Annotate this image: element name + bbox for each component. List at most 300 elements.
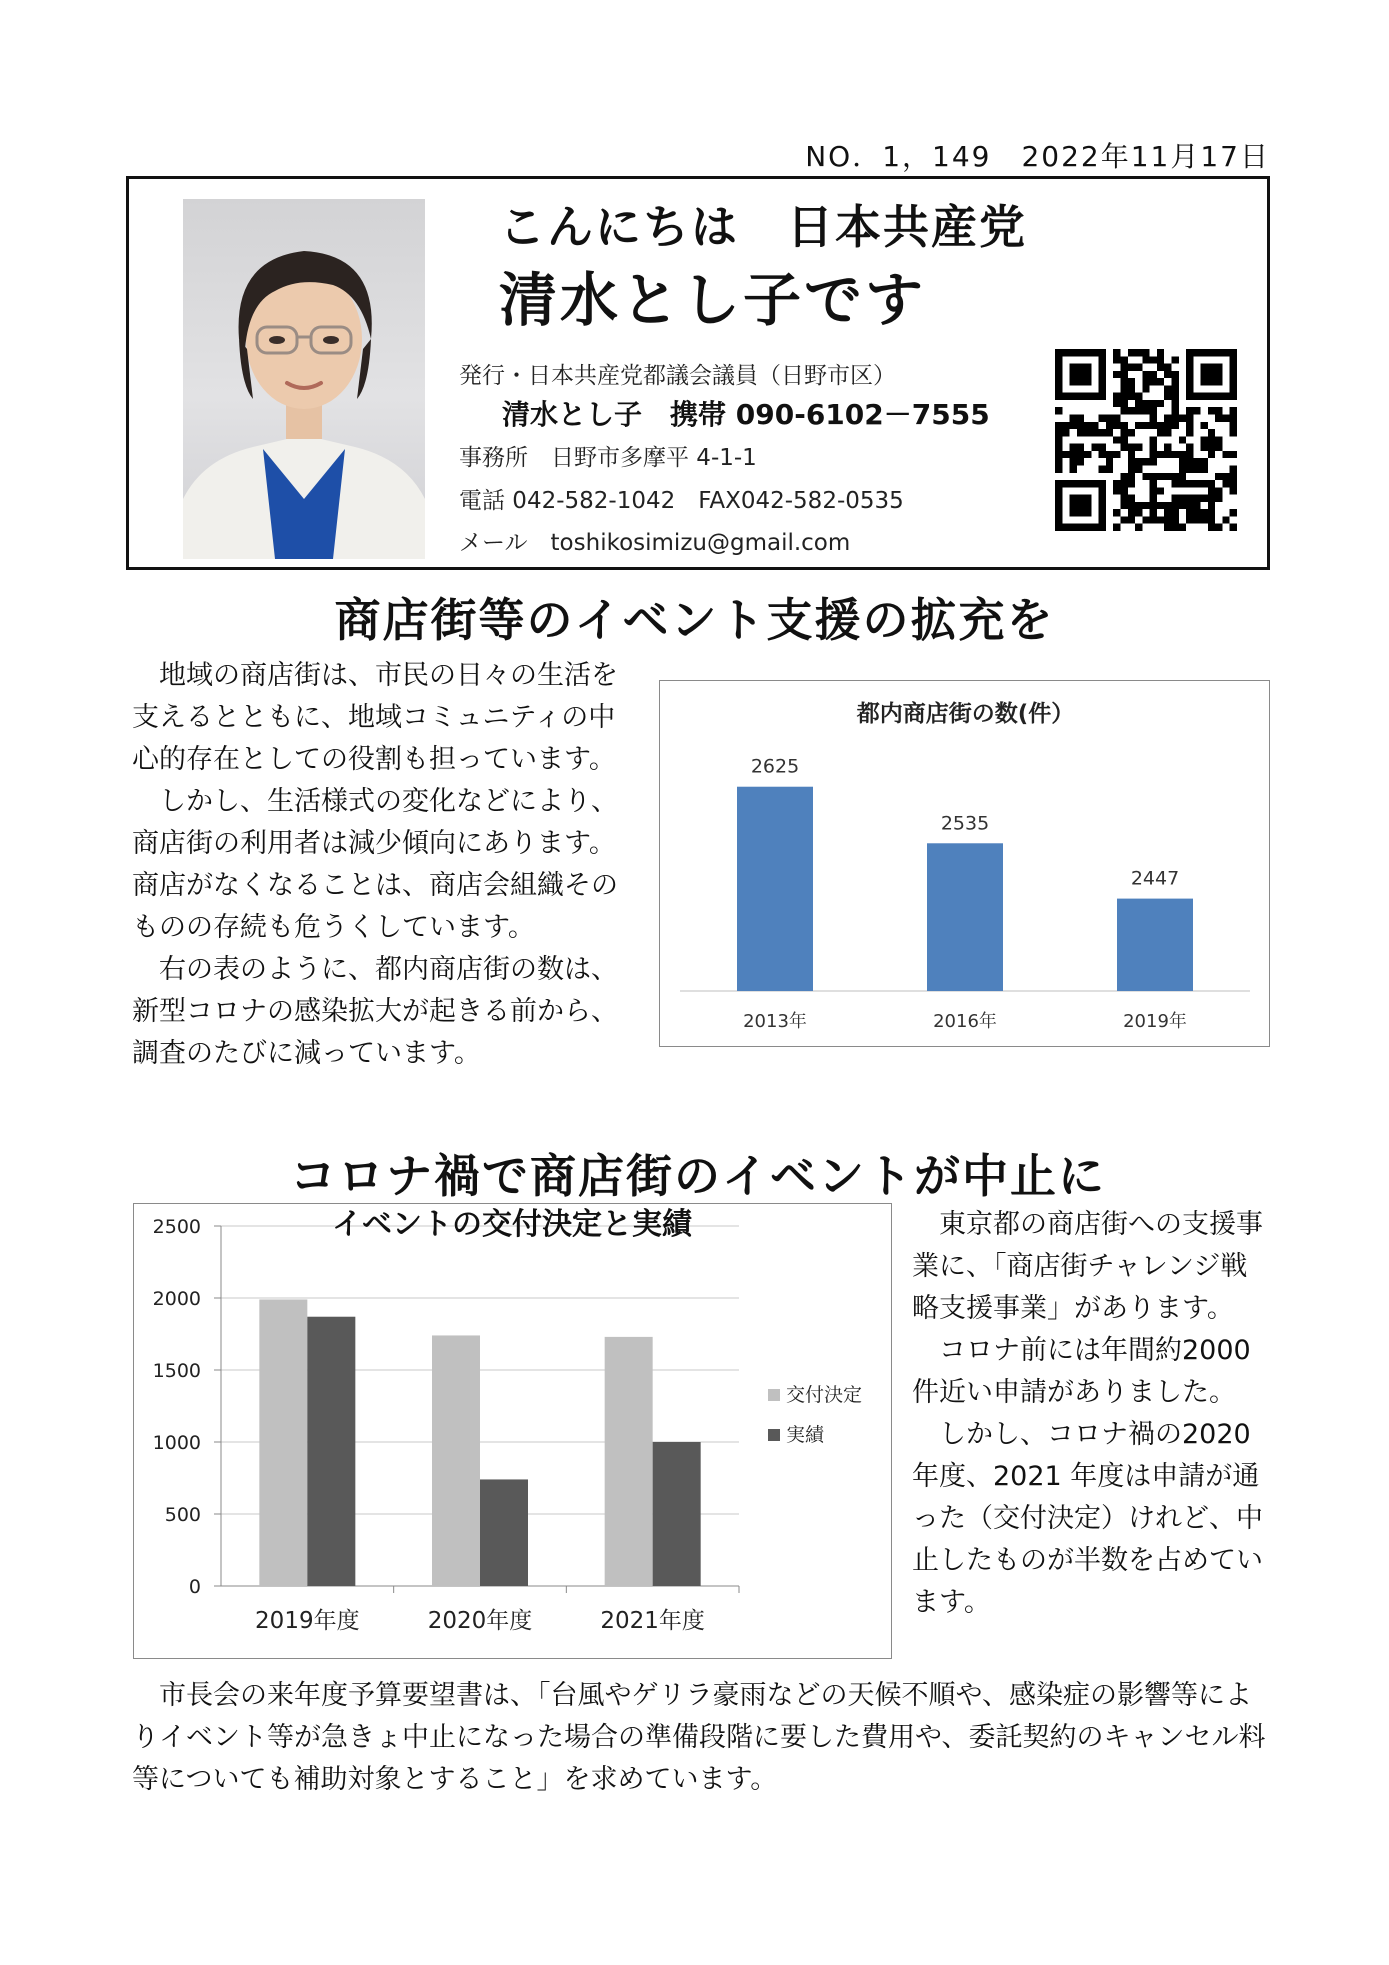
section-2-side-text	[912, 1204, 1268, 1624]
qr-module	[1142, 371, 1149, 378]
qr-module	[1077, 429, 1084, 436]
qr-module	[1186, 407, 1193, 414]
qr-module	[1150, 436, 1157, 443]
qr-module	[1164, 415, 1171, 422]
qr-module	[1150, 422, 1157, 429]
qr-module	[1215, 495, 1222, 502]
paragraph: しかし、生活様式の変化などにより、商店街の利用者は減少傾向にあります。商店がなくなることは、商店会組織そのものの存続も危うくしています。	[132, 786, 618, 943]
qr-module	[1106, 429, 1113, 436]
qr-module	[1150, 407, 1157, 414]
y-tick-label: 1500	[152, 1360, 201, 1382]
qr-code-icon[interactable]	[1055, 349, 1237, 531]
qr-module	[1128, 349, 1135, 356]
qr-module	[1193, 407, 1200, 414]
qr-module	[1186, 451, 1193, 458]
bar	[927, 843, 1003, 991]
qr-module	[1208, 436, 1215, 443]
name-heading: 清水とし子です	[499, 266, 927, 334]
qr-module	[1171, 495, 1178, 502]
qr-module	[1070, 422, 1077, 429]
x-tick-label: 2019年度	[255, 1608, 360, 1634]
qr-module	[1179, 436, 1186, 443]
qr-module	[1193, 516, 1200, 523]
qr-module	[1230, 487, 1237, 494]
qr-module	[1171, 516, 1178, 523]
office-address: 事務所 日野市多摩平 4-1-1	[459, 445, 757, 471]
qr-module	[1142, 349, 1149, 356]
qr-module	[1171, 407, 1178, 414]
qr-module	[1091, 429, 1098, 436]
qr-module	[1121, 429, 1128, 436]
qr-module	[1121, 371, 1128, 378]
qr-module	[1208, 407, 1215, 414]
qr-module	[1201, 422, 1208, 429]
bar-result	[480, 1479, 528, 1586]
qr-module	[1179, 502, 1186, 509]
qr-module	[1171, 422, 1178, 429]
portrait-illustration	[183, 199, 425, 559]
qr-module	[1142, 407, 1149, 414]
qr-module	[1201, 465, 1208, 472]
qr-module	[1208, 444, 1215, 451]
qr-module	[1121, 422, 1128, 429]
qr-module	[1135, 458, 1142, 465]
qr-module	[1179, 480, 1186, 487]
qr-module	[1150, 371, 1157, 378]
qr-module	[1128, 451, 1135, 458]
portrait-photo	[183, 199, 425, 559]
qr-module	[1113, 349, 1120, 356]
y-tick-label: 0	[188, 1576, 201, 1598]
qr-module	[1077, 415, 1084, 422]
qr-module	[1164, 516, 1171, 523]
qr-module	[1121, 400, 1128, 407]
bar	[737, 787, 813, 991]
qr-module	[1157, 349, 1164, 356]
qr-module	[1230, 415, 1237, 422]
bar-grant	[605, 1337, 653, 1586]
qr-module	[1084, 451, 1091, 458]
qr-module	[1135, 349, 1142, 356]
qr-module	[1157, 473, 1164, 480]
qr-module	[1179, 465, 1186, 472]
qr-module	[1215, 407, 1222, 414]
qr-module	[1121, 385, 1128, 392]
qr-module	[1171, 385, 1178, 392]
qr-module	[1099, 444, 1106, 451]
section-1-title: 商店街等のイベント支援の拡充を	[334, 593, 1055, 647]
qr-module	[1208, 524, 1215, 531]
qr-module	[1171, 393, 1178, 400]
qr-module	[1179, 495, 1186, 502]
qr-module	[1230, 480, 1237, 487]
qr-module	[1157, 422, 1164, 429]
x-tick-label: 2021年度	[600, 1608, 705, 1634]
qr-module	[1121, 356, 1128, 363]
qr-module	[1121, 436, 1128, 443]
qr-module	[1208, 429, 1215, 436]
y-tick-label: 500	[164, 1504, 201, 1526]
qr-module	[1150, 400, 1157, 407]
qr-module	[1230, 465, 1237, 472]
qr-module	[1201, 458, 1208, 465]
qr-module	[1186, 458, 1193, 465]
qr-module	[1128, 385, 1135, 392]
qr-module	[1084, 422, 1091, 429]
qr-module	[1113, 371, 1120, 378]
qr-module	[1208, 487, 1215, 494]
qr-module	[1113, 436, 1120, 443]
qr-module	[1186, 422, 1193, 429]
qr-module	[1201, 436, 1208, 443]
qr-module	[1201, 444, 1208, 451]
legend-swatch	[768, 1429, 780, 1441]
qr-module	[1208, 516, 1215, 523]
qr-module	[1186, 516, 1193, 523]
qr-module	[1150, 444, 1157, 451]
qr-module	[1186, 509, 1193, 516]
qr-module	[1128, 516, 1135, 523]
qr-module	[1135, 524, 1142, 531]
qr-module	[1055, 429, 1062, 436]
qr-module	[1113, 524, 1120, 531]
qr-module	[1230, 509, 1237, 516]
qr-module	[1070, 451, 1077, 458]
qr-module	[1070, 415, 1077, 422]
qr-module	[1128, 458, 1135, 465]
qr-module	[1106, 415, 1113, 422]
qr-module	[1099, 451, 1106, 458]
qr-module	[1128, 509, 1135, 516]
x-tick-label: 2013年	[743, 1011, 807, 1032]
qr-module	[1171, 378, 1178, 385]
qr-module	[1142, 422, 1149, 429]
qr-module	[1157, 429, 1164, 436]
qr-module	[1164, 385, 1171, 392]
qr-module	[1121, 480, 1128, 487]
qr-module	[1201, 495, 1208, 502]
qr-module	[1193, 480, 1200, 487]
qr-module	[1150, 458, 1157, 465]
qr-module	[1150, 502, 1157, 509]
qr-module	[1142, 378, 1149, 385]
qr-module	[1222, 451, 1229, 458]
qr-module	[1157, 502, 1164, 509]
qr-module	[1091, 422, 1098, 429]
qr-module	[1055, 451, 1062, 458]
qr-module	[1055, 422, 1062, 429]
qr-module	[1150, 473, 1157, 480]
qr-module	[1150, 495, 1157, 502]
qr-module	[1150, 480, 1157, 487]
qr-module	[1121, 502, 1128, 509]
qr-module	[1084, 429, 1091, 436]
x-tick-label: 2019年	[1123, 1011, 1187, 1032]
paragraph: 右の表のように、都内商店街の数は、新型コロナの感染拡大が起きる前から、調査のたびに減っています。	[132, 954, 618, 1069]
qr-module	[1171, 415, 1178, 422]
qr-module	[1142, 516, 1149, 523]
qr-module	[1128, 502, 1135, 509]
chart-title: イベントの交付決定と実績	[332, 1207, 692, 1242]
qr-module	[1091, 444, 1098, 451]
qr-module	[1230, 407, 1237, 414]
qr-module	[1128, 473, 1135, 480]
qr-module	[1113, 451, 1120, 458]
qr-module	[1135, 393, 1142, 400]
qr-module	[1193, 495, 1200, 502]
qr-module	[1150, 415, 1157, 422]
qr-module	[1121, 393, 1128, 400]
qr-module	[1215, 436, 1222, 443]
qr-module	[1171, 509, 1178, 516]
qr-module	[1062, 429, 1069, 436]
qr-module	[1142, 385, 1149, 392]
qr-module	[1135, 407, 1142, 414]
section-2-title: コロナ禍で商店街のイベントが中止に	[290, 1149, 1106, 1203]
qr-module	[1077, 422, 1084, 429]
qr-module	[1142, 458, 1149, 465]
qr-module	[1135, 465, 1142, 472]
chart-1-svg	[660, 681, 1271, 1048]
qr-module	[1157, 356, 1164, 363]
qr-module	[1113, 422, 1120, 429]
qr-module	[1121, 495, 1128, 502]
qr-module	[1062, 422, 1069, 429]
qr-module	[1113, 415, 1120, 422]
qr-module	[1128, 393, 1135, 400]
qr-module	[1099, 429, 1106, 436]
bar-grant	[259, 1299, 307, 1586]
qr-module	[1121, 444, 1128, 451]
qr-module	[1164, 422, 1171, 429]
qr-module	[1222, 516, 1229, 523]
qr-module	[1150, 516, 1157, 523]
qr-module	[1121, 378, 1128, 385]
qr-module	[1215, 487, 1222, 494]
qr-module	[1113, 356, 1120, 363]
qr-module	[1171, 480, 1178, 487]
qr-module	[1179, 451, 1186, 458]
qr-module	[1106, 465, 1113, 472]
qr-module	[1222, 480, 1229, 487]
issue-number-date: NO．1，149 2022年11月17日	[805, 140, 1270, 173]
qr-module	[1142, 356, 1149, 363]
qr-module	[1113, 509, 1120, 516]
qr-module	[1135, 444, 1142, 451]
shop-street-count-chart	[659, 680, 1270, 1047]
qr-module	[1128, 407, 1135, 414]
qr-module	[1164, 429, 1171, 436]
qr-module	[1164, 524, 1171, 531]
chart-2-svg	[134, 1204, 893, 1660]
qr-module	[1135, 364, 1142, 371]
qr-module	[1164, 451, 1171, 458]
chart-title: 都内商店街の数(件）	[856, 701, 1075, 727]
qr-module	[1106, 458, 1113, 465]
qr-module	[1135, 422, 1142, 429]
qr-module	[1070, 444, 1077, 451]
qr-module	[1128, 465, 1135, 472]
qr-module	[1164, 509, 1171, 516]
qr-module	[1121, 473, 1128, 480]
paragraph: しかし、コロナ禍の2020 年度、2021 年度は申請が通った（交付決定）けれど、中止したものが半数を占めています。	[912, 1419, 1263, 1618]
qr-module	[1150, 356, 1157, 363]
qr-module	[1157, 378, 1164, 385]
qr-module	[1186, 415, 1193, 422]
qr-module	[1121, 407, 1128, 414]
qr-finder-core	[1201, 364, 1223, 386]
qr-module	[1208, 495, 1215, 502]
qr-module	[1142, 502, 1149, 509]
qr-module	[1150, 487, 1157, 494]
qr-module	[1186, 429, 1193, 436]
qr-module	[1070, 458, 1077, 465]
qr-module	[1121, 516, 1128, 523]
qr-module	[1055, 436, 1062, 443]
qr-module	[1113, 400, 1120, 407]
qr-module	[1222, 473, 1229, 480]
qr-module	[1193, 502, 1200, 509]
qr-module	[1171, 400, 1178, 407]
legend-label: 実績	[786, 1424, 825, 1446]
qr-module	[1215, 524, 1222, 531]
qr-module	[1222, 415, 1229, 422]
qr-module	[1099, 415, 1106, 422]
greeting-heading: こんにちは 日本共産党	[499, 200, 1027, 254]
qr-module	[1179, 415, 1186, 422]
data-label: 2625	[750, 755, 800, 778]
qr-module	[1121, 487, 1128, 494]
qr-module	[1106, 422, 1113, 429]
qr-module	[1230, 429, 1237, 436]
qr-module	[1113, 393, 1120, 400]
tel-fax-line: 電話 042-582-1042 FAX042-582-0535	[459, 488, 904, 514]
qr-module	[1215, 444, 1222, 451]
qr-module	[1179, 458, 1186, 465]
qr-module	[1164, 393, 1171, 400]
qr-module	[1230, 473, 1237, 480]
qr-module	[1186, 480, 1193, 487]
qr-module	[1186, 502, 1193, 509]
qr-module	[1201, 509, 1208, 516]
qr-module	[1179, 524, 1186, 531]
x-tick-label: 2020年度	[427, 1608, 533, 1634]
qr-module	[1230, 524, 1237, 531]
qr-module	[1186, 495, 1193, 502]
qr-module	[1055, 407, 1062, 414]
qr-module	[1157, 516, 1164, 523]
qr-module	[1164, 473, 1171, 480]
qr-module	[1135, 509, 1142, 516]
qr-module	[1164, 502, 1171, 509]
qr-module	[1077, 451, 1084, 458]
bar-grant	[432, 1335, 480, 1586]
qr-module	[1128, 495, 1135, 502]
qr-module	[1230, 451, 1237, 458]
paragraph: 地域の商店街は、市民の日々の生活を支えるとともに、地域コミュニティの中心的存在としての役割も担っています。	[132, 660, 618, 775]
qr-module	[1135, 400, 1142, 407]
qr-module	[1135, 502, 1142, 509]
qr-module	[1186, 444, 1193, 451]
qr-module	[1106, 451, 1113, 458]
qr-module	[1164, 444, 1171, 451]
event-grant-results-chart	[133, 1203, 892, 1659]
qr-module	[1179, 473, 1186, 480]
data-label: 2535	[940, 812, 990, 835]
email-line: メール toshikosimizu@gmail.com	[459, 530, 851, 556]
qr-module	[1077, 458, 1084, 465]
y-tick-label: 2000	[152, 1288, 201, 1310]
qr-module	[1157, 364, 1164, 371]
qr-module	[1171, 473, 1178, 480]
qr-module	[1208, 451, 1215, 458]
legend-label: 交付決定	[786, 1384, 863, 1406]
qr-module	[1193, 465, 1200, 472]
y-tick-label: 2500	[152, 1216, 201, 1238]
qr-module	[1128, 378, 1135, 385]
bar-result	[307, 1317, 355, 1586]
qr-module	[1099, 465, 1106, 472]
qr-module	[1230, 422, 1237, 429]
y-tick-label: 1000	[152, 1432, 201, 1454]
qr-module	[1070, 465, 1077, 472]
x-tick-label: 2016年	[933, 1011, 997, 1032]
qr-module	[1150, 378, 1157, 385]
qr-module	[1128, 429, 1135, 436]
qr-module	[1150, 509, 1157, 516]
qr-module	[1113, 487, 1120, 494]
data-label: 2447	[1130, 867, 1180, 890]
bar-result	[653, 1442, 701, 1586]
qr-module	[1171, 524, 1178, 531]
qr-module	[1150, 451, 1157, 458]
qr-module	[1193, 458, 1200, 465]
qr-module	[1055, 465, 1062, 472]
qr-module	[1157, 487, 1164, 494]
qr-module	[1121, 364, 1128, 371]
paragraph: コロナ前には年間約2000 件近い申請がありました。	[912, 1335, 1251, 1408]
qr-module	[1055, 444, 1062, 451]
qr-module	[1142, 473, 1149, 480]
qr-module	[1171, 502, 1178, 509]
qr-module	[1171, 356, 1178, 363]
bar	[1117, 899, 1193, 991]
legend-swatch	[768, 1389, 780, 1401]
qr-module	[1193, 509, 1200, 516]
qr-module	[1164, 364, 1171, 371]
name-mobile-line: 清水とし子 携帯 090-6102－7555	[502, 398, 990, 431]
header-box	[126, 176, 1270, 570]
qr-module	[1128, 480, 1135, 487]
qr-module	[1113, 480, 1120, 487]
qr-module	[1208, 502, 1215, 509]
paragraph: 東京都の商店街への支援事業に、「商店街チャレンジ戦略支援事業」があります。	[912, 1209, 1263, 1324]
qr-module	[1055, 458, 1062, 465]
qr-module	[1208, 509, 1215, 516]
qr-module	[1171, 371, 1178, 378]
qr-module	[1157, 400, 1164, 407]
section-1-text	[132, 655, 642, 1075]
qr-module	[1142, 400, 1149, 407]
qr-finder-core	[1070, 495, 1092, 517]
qr-module	[1215, 415, 1222, 422]
qr-module	[1208, 480, 1215, 487]
qr-module	[1164, 371, 1171, 378]
qr-module	[1157, 451, 1164, 458]
qr-module	[1077, 444, 1084, 451]
qr-module	[1201, 480, 1208, 487]
qr-module	[1062, 451, 1069, 458]
